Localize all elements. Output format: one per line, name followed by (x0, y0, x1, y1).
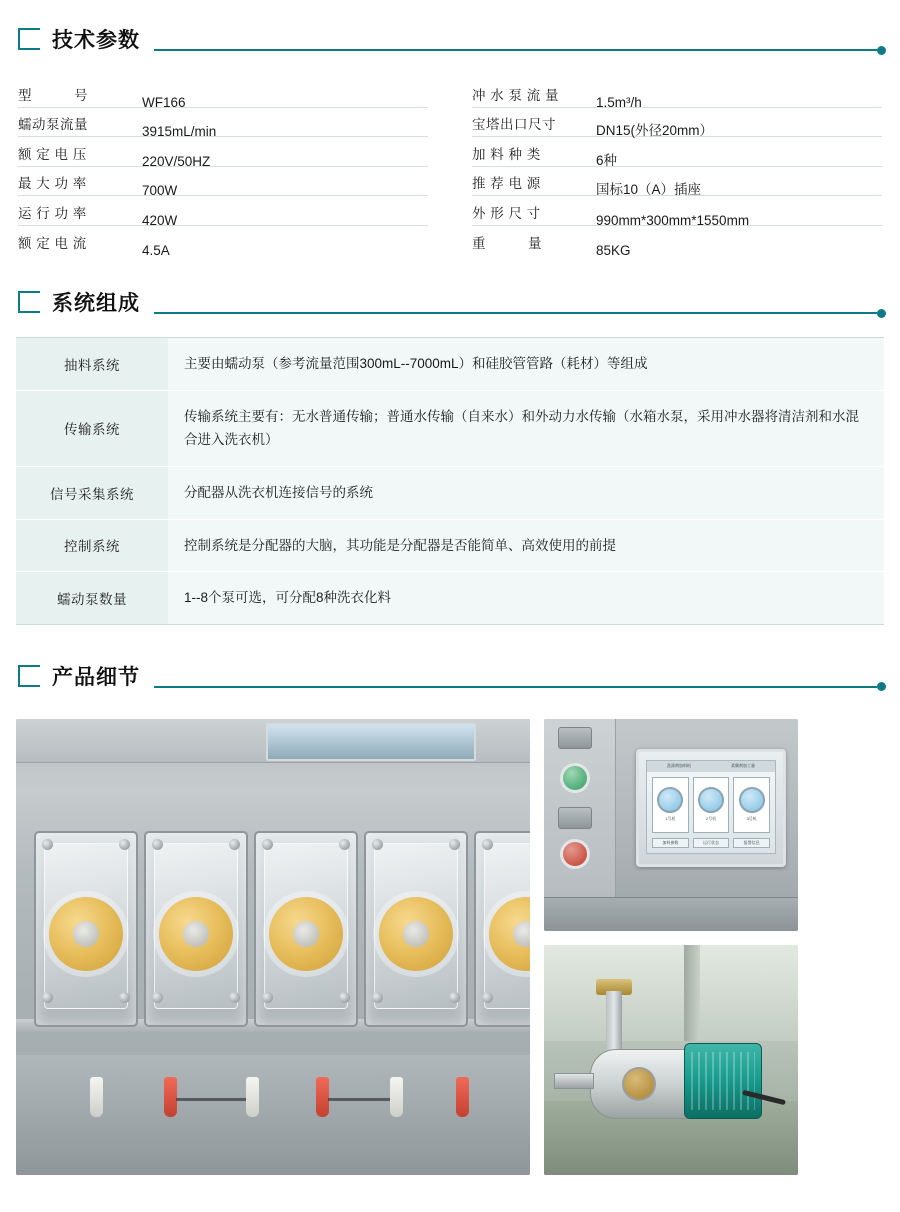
peristaltic-pump-unit (254, 831, 358, 1027)
pump-bolt-icon (339, 839, 350, 850)
spec-value: 3915mL/min (142, 124, 217, 139)
pump-bolt-icon (119, 992, 130, 1003)
table-row (16, 520, 884, 573)
pump-bolt-icon (152, 839, 163, 850)
hmi-screen-surface[interactable] (646, 760, 776, 854)
table-row (16, 572, 884, 624)
photo-control-panel (544, 719, 798, 931)
washer-drum-icon (698, 787, 724, 813)
pump-bolt-icon (372, 839, 383, 850)
spec-key: 宝塔出口尺寸 (472, 117, 556, 132)
panel-base (544, 897, 798, 931)
spec-row (472, 137, 882, 167)
washer-drum-icon (657, 787, 683, 813)
pump-hub (403, 921, 429, 947)
pump-bolt-icon (229, 992, 240, 1003)
pump-nozzle (164, 1077, 177, 1117)
table-row (16, 391, 884, 467)
pump-bolt-icon (152, 992, 163, 1003)
panel-vent-slot (558, 727, 592, 749)
tech-spec-table (18, 78, 882, 258)
pump-bolt-icon (449, 992, 460, 1003)
hmi-machine-cards (652, 777, 770, 833)
spec-value: 700W (142, 183, 178, 198)
product-detail-gallery (16, 719, 884, 1175)
pump-rotor (379, 897, 453, 971)
spec-value: 国标10（A）插座 (596, 182, 702, 197)
spec-value: 6种 (596, 152, 618, 168)
system-composition-table (16, 337, 884, 625)
spec-key: 额 定 电 压 (18, 146, 87, 162)
header-rule (154, 49, 877, 51)
spec-row (18, 167, 428, 197)
spec-row (18, 137, 428, 167)
section-title-system: 系统组成 (52, 292, 140, 315)
spec-value: 420W (142, 212, 178, 228)
spec-key: 冲 水 泵 流 量 (472, 87, 560, 103)
pump-bolt-icon (229, 839, 240, 850)
washer-drum-icon (739, 787, 765, 813)
tech-spec-column-right (450, 78, 882, 258)
section-header-detail (0, 659, 900, 693)
peristaltic-pump-unit (364, 831, 468, 1027)
spec-value: DN15(外径20mm） (596, 123, 714, 138)
spec-key: 加 料 种 类 (472, 146, 541, 162)
hmi-button[interactable]: 报警信息 (733, 838, 770, 848)
pump-bolt-icon (42, 992, 53, 1003)
spec-key: 型 号 (18, 87, 88, 103)
spec-row (18, 226, 428, 256)
row-label: 蠕动泵数量 (16, 572, 168, 624)
pump-bolt-icon (482, 992, 493, 1003)
bracket-decoration-icon (18, 291, 40, 313)
spec-value: 220V/50HZ (142, 153, 211, 169)
pump-rotor (269, 897, 343, 971)
section-header-system (0, 285, 900, 319)
row-label: 抽料系统 (16, 338, 168, 390)
spec-value: 990mm*300mm*1550mm (596, 212, 750, 228)
silicone-tube (328, 1098, 390, 1101)
tech-spec-column-left (18, 78, 450, 258)
pump-nozzle (90, 1077, 103, 1117)
pump-rotor (49, 897, 123, 971)
panel-vent-slot (558, 807, 592, 829)
header-dot-icon (877, 309, 886, 318)
pump-bolt-icon (119, 839, 130, 850)
pump-motor (684, 1043, 762, 1119)
table-row (16, 467, 884, 520)
pump-hub (183, 921, 209, 947)
pump-brass-cap (622, 1067, 656, 1101)
machine-display-panel (266, 723, 476, 761)
pump-bolt-icon (262, 992, 273, 1003)
start-button[interactable] (560, 763, 590, 793)
hmi-card-caption: 2号机 (705, 816, 717, 822)
row-value: 传输系统主要有：无水普通传输；普通水传输（自来水）和外动力水传输（水箱水泵，采用冲水器将清洁剂和水混合进入洗衣机） (168, 391, 884, 466)
spec-key: 推 荐 电 源 (472, 176, 541, 191)
header-dot-icon (877, 682, 886, 691)
spec-key: 运 行 功 率 (18, 205, 87, 221)
pump-hub (73, 921, 99, 947)
motor-cooling-fins (691, 1052, 755, 1110)
pump-bolt-icon (449, 839, 460, 850)
hmi-machine-card[interactable] (693, 777, 730, 833)
table-row (16, 338, 884, 391)
row-value: 分配器从洗衣机连接信号的系统 (168, 467, 884, 519)
pump-hub (293, 921, 319, 947)
section-title-tech: 技术参数 (52, 29, 140, 52)
peristaltic-pump-unit (34, 831, 138, 1027)
spec-key: 外 形 尺 寸 (472, 205, 541, 221)
hmi-button[interactable]: 运行状态 (693, 838, 730, 848)
section-title-detail: 产品细节 (52, 665, 140, 689)
bracket-decoration-icon (18, 28, 40, 50)
hmi-touch-screen[interactable] (636, 749, 786, 867)
hmi-title-bar (647, 761, 775, 772)
spec-key: 重 量 (472, 236, 542, 251)
hmi-button[interactable]: 加料参数 (652, 838, 689, 848)
stop-button[interactable] (560, 839, 590, 869)
spec-row (18, 78, 428, 108)
spec-value: WF166 (142, 94, 186, 110)
background-beam (684, 945, 700, 1041)
section-header-tech (0, 22, 900, 56)
spec-row (472, 108, 882, 138)
pump-bolt-icon (339, 992, 350, 1003)
spec-row (18, 196, 428, 226)
inlet-pipe (606, 991, 622, 1053)
pump-bolt-icon (372, 992, 383, 1003)
peristaltic-pump-unit (144, 831, 248, 1027)
spec-row (472, 167, 882, 197)
hmi-button-bar (652, 838, 770, 848)
background-wall (544, 945, 798, 1041)
spec-key: 最 大 功 率 (18, 176, 87, 191)
hmi-title-right: 柔顺剂加工量 (731, 763, 755, 769)
header-rule (154, 686, 877, 688)
photo-water-pump (544, 945, 798, 1175)
spec-row (472, 196, 882, 226)
hmi-card-caption: 3号机 (746, 816, 757, 822)
spec-row (472, 78, 882, 108)
pump-nozzle (456, 1077, 469, 1117)
spec-value: 85KG (596, 243, 631, 258)
pump-nozzle (390, 1077, 403, 1117)
row-value: 控制系统是分配器的大脑，其功能是分配器是否能简单、高效使用的前提 (168, 520, 884, 572)
hmi-title-left: 洗涤剂加料机 (667, 763, 691, 769)
pump-bolt-icon (262, 839, 273, 850)
pump-outlet (554, 1073, 594, 1089)
pump-bolt-icon (42, 839, 53, 850)
pump-bolt-icon (482, 839, 493, 850)
header-dot-icon (877, 46, 886, 55)
row-value: 1--8个泵可选，可分配8种洗衣化料 (168, 572, 884, 624)
pump-nozzle (246, 1077, 259, 1117)
spec-value: 1.5m³/h (596, 94, 642, 110)
spec-key: 额 定 电 流 (18, 236, 87, 251)
photo-peristaltic-pumps (16, 719, 530, 1175)
row-label: 控制系统 (16, 520, 168, 572)
hmi-machine-card[interactable] (733, 777, 770, 833)
row-value: 主要由蠕动泵（参考流量范围300mL--7000mL）和硅胶管管路（耗材）等组成 (168, 338, 884, 390)
peristaltic-pump-unit (474, 831, 530, 1027)
header-rule (154, 312, 877, 314)
hmi-machine-card[interactable] (652, 777, 689, 833)
row-label: 传输系统 (16, 391, 168, 466)
hmi-card-caption: 1号机 (665, 816, 676, 822)
spec-key: 蠕动泵流量 (18, 117, 88, 132)
spec-value: 4.5A (142, 243, 170, 258)
pump-nozzle (316, 1077, 329, 1117)
detail-photo-column (544, 719, 798, 1175)
bracket-decoration-icon (18, 665, 40, 687)
row-label: 信号采集系统 (16, 467, 168, 519)
spec-row (472, 226, 882, 256)
pump-rotor (159, 897, 233, 971)
pump-hub (513, 921, 530, 947)
spec-row (18, 108, 428, 138)
silicone-tube (176, 1098, 246, 1101)
